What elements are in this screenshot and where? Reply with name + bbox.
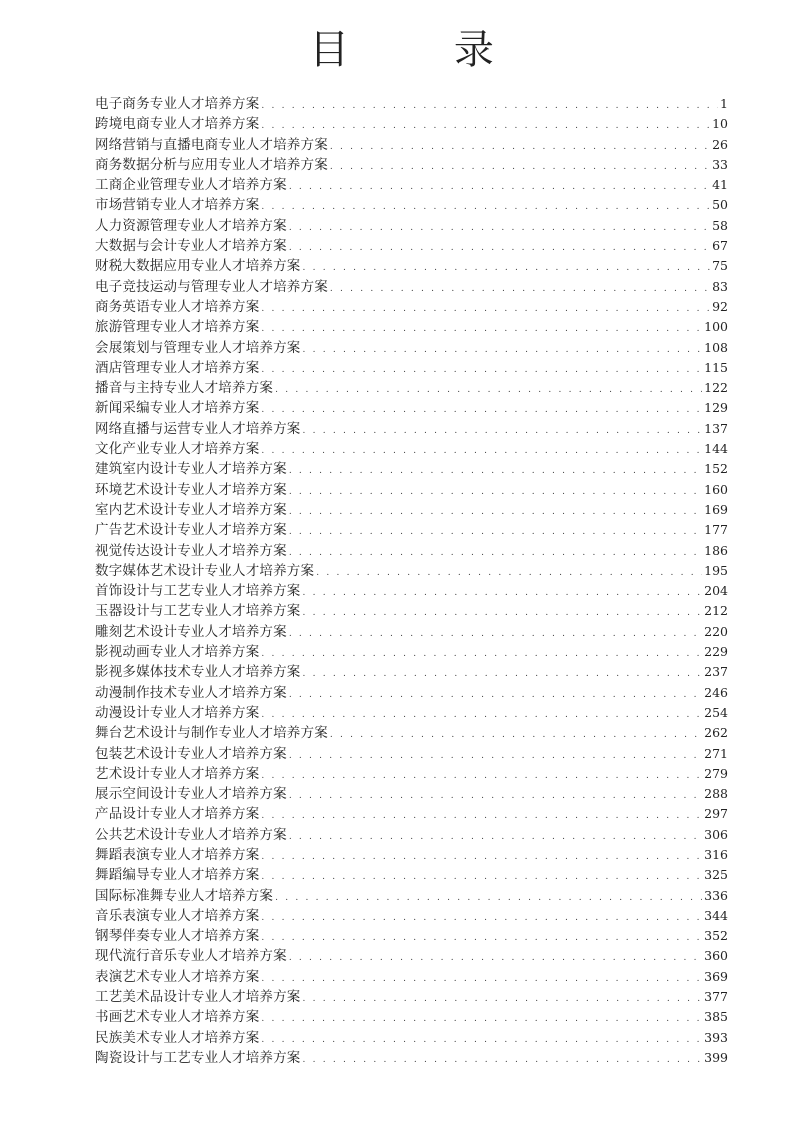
- dot-leader: [261, 908, 702, 928]
- dot-leader: [289, 218, 710, 238]
- toc-entry-title: 旅游管理专业人才培养方案: [95, 319, 260, 336]
- toc-entry[interactable]: [95, 804, 728, 824]
- toc-entry[interactable]: [95, 398, 728, 418]
- toc-page-number: 67: [712, 238, 728, 254]
- toc-page-number: 297: [704, 806, 728, 822]
- dot-leader: [289, 948, 702, 968]
- toc-page-number: 186: [704, 542, 728, 558]
- toc-page-number: 204: [704, 583, 728, 599]
- toc-page-number: 393: [704, 1029, 728, 1045]
- toc-entry-title: 公共艺术设计专业人才培养方案: [95, 826, 287, 843]
- dot-leader: [289, 543, 702, 563]
- toc-page-number: 306: [704, 826, 728, 842]
- dot-leader: [289, 522, 702, 542]
- dot-leader: [261, 116, 710, 136]
- dot-leader: [275, 380, 702, 400]
- dot-leader: [261, 96, 718, 116]
- dot-leader: [303, 340, 703, 360]
- dot-leader: [330, 725, 702, 745]
- toc-entry[interactable]: [95, 601, 728, 621]
- toc-page-number: 246: [704, 684, 728, 700]
- toc-page-number: 169: [704, 501, 728, 517]
- toc-entry-title: 广告艺术设计专业人才培养方案: [95, 522, 287, 539]
- dot-leader: [289, 746, 702, 766]
- toc-entry-title: 工商企业管理专业人才培养方案: [95, 177, 287, 194]
- toc-page-number: 92: [712, 298, 728, 314]
- toc-page-number: 288: [704, 786, 728, 802]
- toc-entry[interactable]: [95, 338, 728, 358]
- toc-entry[interactable]: [95, 662, 728, 682]
- toc-entry-title: 视觉传达设计专业人才培养方案: [95, 542, 287, 559]
- dot-leader: [261, 441, 702, 461]
- toc-page-number: 212: [704, 603, 728, 619]
- toc-entry[interactable]: [95, 419, 728, 439]
- toc-entry-title: 电子竞技运动与管理专业人才培养方案: [95, 278, 328, 295]
- toc-entry[interactable]: [95, 520, 728, 540]
- toc-page-number: 50: [712, 197, 728, 213]
- toc-entry-title: 国际标准舞专业人才培养方案: [95, 887, 274, 904]
- dot-leader: [330, 279, 710, 299]
- page-title: 目 录: [309, 27, 540, 73]
- toc-page-number: 336: [704, 887, 728, 903]
- toc-list: [95, 94, 728, 1068]
- toc-entry-title: 现代流行音乐专业人才培养方案: [95, 948, 287, 965]
- toc-page-number: 220: [704, 623, 728, 639]
- toc-page-number: 195: [704, 562, 728, 578]
- toc-entry-title: 书画艺术专业人才培养方案: [95, 1009, 260, 1026]
- toc-entry-title: 产品设计专业人才培养方案: [95, 806, 260, 823]
- dot-leader: [261, 319, 702, 339]
- dot-leader: [289, 685, 702, 705]
- toc-page-number: 385: [704, 1009, 728, 1025]
- toc-page-number: 75: [712, 258, 728, 274]
- toc-entry[interactable]: [95, 967, 728, 987]
- toc-page-number: 352: [704, 928, 728, 944]
- toc-entry[interactable]: [95, 946, 728, 966]
- dot-leader: [261, 1009, 702, 1029]
- toc-entry-title: 新闻采编专业人才培养方案: [95, 400, 260, 417]
- toc-page-number: 41: [712, 177, 728, 193]
- dot-leader: [303, 258, 711, 278]
- toc-page-number: 369: [704, 968, 728, 984]
- dot-leader: [303, 664, 703, 684]
- toc-page-number: 229: [704, 644, 728, 660]
- toc-page-number: 399: [704, 1049, 728, 1065]
- dot-leader: [303, 1050, 703, 1070]
- dot-leader: [261, 299, 710, 319]
- toc-entry[interactable]: [95, 541, 728, 561]
- dot-leader: [261, 847, 702, 867]
- toc-page-number: 10: [712, 116, 728, 132]
- toc-entry[interactable]: [95, 825, 728, 845]
- dot-leader: [261, 400, 702, 420]
- toc-entry-title: 室内艺术设计专业人才培养方案: [95, 501, 287, 518]
- toc-page-number: 152: [704, 461, 728, 477]
- toc-page-number: 360: [704, 948, 728, 964]
- toc-entry[interactable]: [95, 784, 728, 804]
- toc-page-number: 122: [704, 380, 728, 396]
- toc-entry[interactable]: [95, 439, 728, 459]
- toc-entry[interactable]: [95, 622, 728, 642]
- toc-page-number: 100: [704, 319, 728, 335]
- toc-page-number: 262: [704, 725, 728, 741]
- toc-page-number: 108: [704, 339, 728, 355]
- dot-leader: [261, 969, 702, 989]
- toc-entry-title: 表演艺术专业人才培养方案: [95, 968, 260, 985]
- dot-leader: [303, 989, 703, 1009]
- toc-page-number: 254: [704, 704, 728, 720]
- toc-entry[interactable]: [95, 195, 728, 215]
- dot-leader: [261, 197, 710, 217]
- toc-entry[interactable]: [95, 764, 728, 784]
- dot-leader: [261, 705, 702, 725]
- dot-leader: [261, 766, 702, 786]
- dot-leader: [289, 502, 702, 522]
- toc-page-number: 279: [704, 765, 728, 781]
- toc-entry[interactable]: [95, 683, 728, 703]
- toc-entry[interactable]: [95, 114, 728, 134]
- toc-entry-title: 舞台艺术设计与制作专业人才培养方案: [95, 725, 328, 742]
- toc-entry-title: 影视多媒体技术专业人才培养方案: [95, 664, 301, 681]
- dot-leader: [275, 888, 702, 908]
- dot-leader: [289, 482, 702, 502]
- toc-entry[interactable]: [95, 135, 728, 155]
- toc-entry[interactable]: [95, 581, 728, 601]
- toc-entry-title: 市场营销专业人才培养方案: [95, 197, 260, 214]
- dot-leader: [330, 157, 710, 177]
- toc-entry-title: 影视动画专业人才培养方案: [95, 644, 260, 661]
- toc-entry[interactable]: [95, 886, 728, 906]
- toc-entry-title: 播音与主持专业人才培养方案: [95, 380, 274, 397]
- toc-entry[interactable]: [95, 358, 728, 378]
- toc-page-number: 144: [704, 441, 728, 457]
- toc-entry[interactable]: [95, 987, 728, 1007]
- dot-leader: [289, 624, 702, 644]
- toc-entry[interactable]: [95, 155, 728, 175]
- toc-entry-title: 酒店管理专业人才培养方案: [95, 359, 260, 376]
- toc-entry-title: 钢琴伴奏专业人才培养方案: [95, 928, 260, 945]
- toc-entry[interactable]: [95, 642, 728, 662]
- toc-entry-title: 首饰设计与工艺专业人才培养方案: [95, 583, 301, 600]
- toc-entry[interactable]: [95, 845, 728, 865]
- toc-entry[interactable]: [95, 94, 728, 114]
- toc-entry-title: 音乐表演专业人才培养方案: [95, 907, 260, 924]
- toc-page-number: 377: [704, 989, 728, 1005]
- dot-leader: [261, 644, 702, 664]
- toc-entry[interactable]: [95, 297, 728, 317]
- dot-leader: [303, 421, 703, 441]
- toc-entry[interactable]: [95, 703, 728, 723]
- toc-entry[interactable]: [95, 500, 728, 520]
- toc-entry-title: 数字媒体艺术设计专业人才培养方案: [95, 562, 315, 579]
- toc-entry-title: 文化产业专业人才培养方案: [95, 441, 260, 458]
- dot-leader: [303, 603, 703, 623]
- toc-entry-title: 展示空间设计专业人才培养方案: [95, 786, 287, 803]
- toc-entry-title: 民族美术专业人才培养方案: [95, 1029, 260, 1046]
- toc-page-number: 344: [704, 907, 728, 923]
- toc-page-number: 160: [704, 481, 728, 497]
- toc-page-number: 58: [712, 217, 728, 233]
- toc-entry-title: 陶瓷设计与工艺专业人才培养方案: [95, 1049, 301, 1066]
- toc-entry[interactable]: [95, 236, 728, 256]
- toc-page-number: 129: [704, 400, 728, 416]
- toc-entry[interactable]: [95, 906, 728, 926]
- toc-page-number: 83: [712, 278, 728, 294]
- toc-entry[interactable]: [95, 865, 728, 885]
- toc-entry[interactable]: [95, 277, 728, 297]
- toc-entry[interactable]: [95, 744, 728, 764]
- toc-page-number: 26: [712, 136, 728, 152]
- toc-entry[interactable]: [95, 216, 728, 236]
- toc-entry-title: 舞蹈表演专业人才培养方案: [95, 846, 260, 863]
- toc-entry-title: 玉器设计与工艺专业人才培养方案: [95, 603, 301, 620]
- dot-leader: [289, 827, 702, 847]
- toc-entry[interactable]: [95, 378, 728, 398]
- toc-entry[interactable]: [95, 459, 728, 479]
- toc-page-number: 237: [704, 664, 728, 680]
- toc-entry-title: 电子商务专业人才培养方案: [95, 96, 260, 112]
- toc-entry-title: 舞蹈编导专业人才培养方案: [95, 867, 260, 884]
- dot-leader: [261, 806, 702, 826]
- dot-leader: [330, 137, 710, 157]
- toc-entry-title: 动漫制作技术专业人才培养方案: [95, 684, 287, 701]
- toc-entry-title: 网络直播与运营专业人才培养方案: [95, 420, 301, 437]
- toc-page-number: 325: [704, 867, 728, 883]
- dot-leader: [261, 1030, 702, 1050]
- toc-entry-title: 跨境电商专业人才培养方案: [95, 116, 260, 133]
- toc-entry-title: 大数据与会计专业人才培养方案: [95, 238, 287, 255]
- toc-entry-title: 动漫设计专业人才培养方案: [95, 704, 260, 721]
- dot-leader: [316, 563, 702, 583]
- toc-entry-title: 商务英语专业人才培养方案: [95, 298, 260, 315]
- toc-entry-title: 建筑室内设计专业人才培养方案: [95, 461, 287, 478]
- toc-entry[interactable]: [95, 317, 728, 337]
- toc-entry[interactable]: [95, 926, 728, 946]
- toc-entry-title: 雕刻艺术设计专业人才培养方案: [95, 623, 287, 640]
- dot-leader: [289, 238, 710, 258]
- toc-entry-title: 工艺美术品设计专业人才培养方案: [95, 989, 301, 1006]
- toc-entry[interactable]: [95, 1028, 728, 1048]
- dot-leader: [261, 928, 702, 948]
- toc-entry-title: 网络营销与直播电商专业人才培养方案: [95, 136, 328, 153]
- dot-leader: [303, 583, 703, 603]
- toc-entry-title: 环境艺术设计专业人才培养方案: [95, 481, 287, 498]
- toc-entry-title: 包装艺术设计专业人才培养方案: [95, 745, 287, 762]
- toc-page-number: 271: [704, 745, 728, 761]
- toc-entry-title: 财税大数据应用专业人才培养方案: [95, 258, 301, 275]
- toc-page-number: 33: [712, 156, 728, 172]
- toc-entry-title: 艺术设计专业人才培养方案: [95, 765, 260, 782]
- toc-entry-title: 商务数据分析与应用专业人才培养方案: [95, 156, 328, 173]
- toc-page-number: 115: [704, 359, 728, 375]
- dot-leader: [261, 867, 702, 887]
- dot-leader: [261, 360, 702, 380]
- toc-entry[interactable]: [95, 1007, 728, 1027]
- toc-entry-title: 会展策划与管理专业人才培养方案: [95, 339, 301, 356]
- toc-page-number: 1: [720, 96, 728, 111]
- dot-leader: [289, 461, 702, 481]
- toc-entry-title: 人力资源管理专业人才培养方案: [95, 217, 287, 234]
- toc-page-number: 177: [704, 522, 728, 538]
- dot-leader: [289, 177, 710, 197]
- toc-entry[interactable]: [95, 723, 728, 743]
- toc-page-number: 137: [704, 420, 728, 436]
- toc-entry[interactable]: [95, 561, 728, 581]
- toc-entry[interactable]: [95, 175, 728, 195]
- dot-leader: [289, 786, 702, 806]
- toc-entry[interactable]: [95, 256, 728, 276]
- toc-entry[interactable]: [95, 480, 728, 500]
- toc-page-number: 316: [704, 846, 728, 862]
- toc-entry[interactable]: [95, 1048, 728, 1068]
